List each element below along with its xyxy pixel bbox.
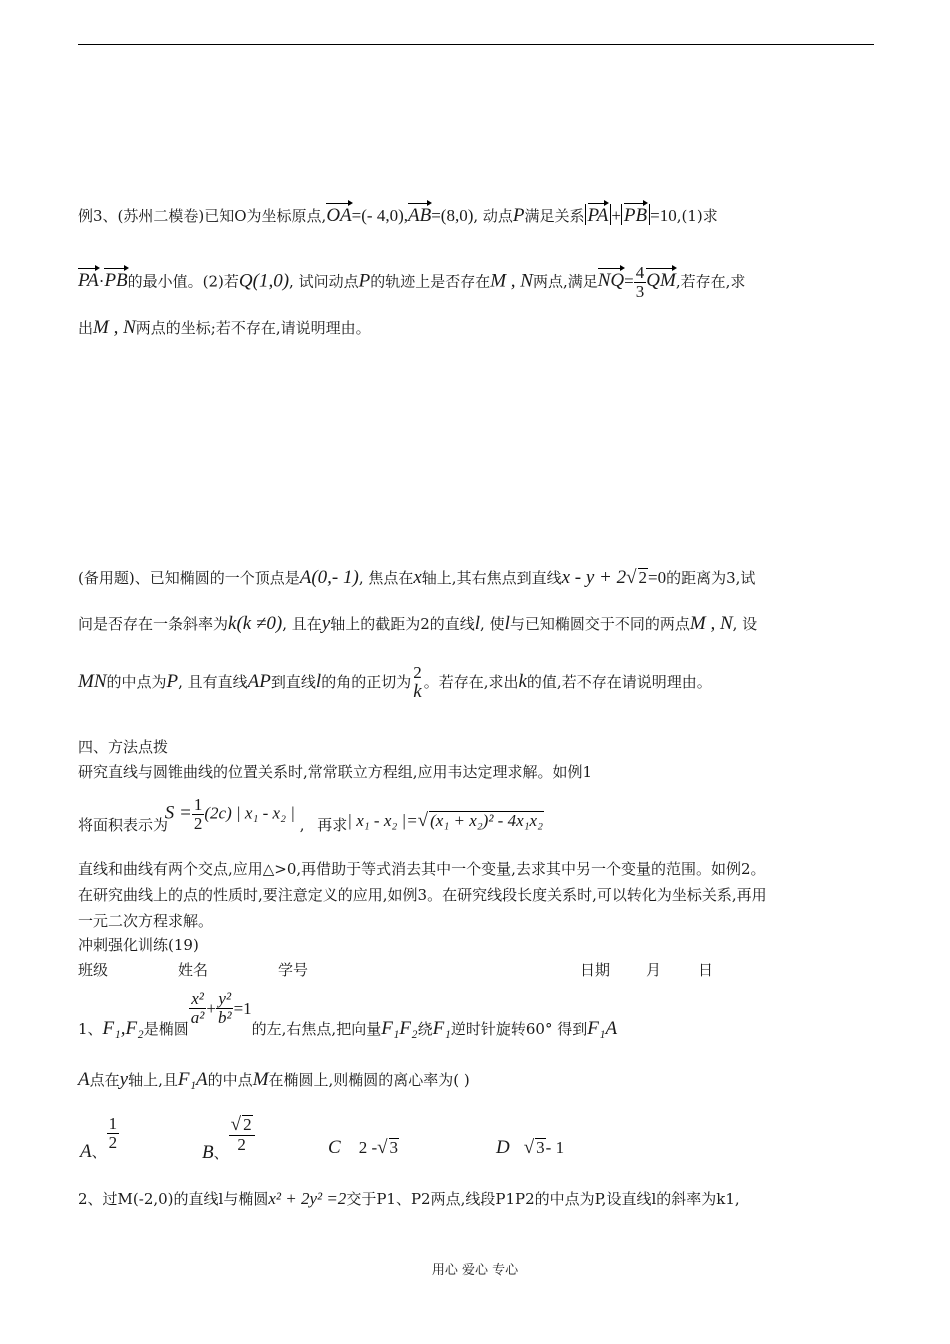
option-letter: C [328, 1137, 341, 1158]
math: 2 - [358, 1138, 378, 1157]
math: =1 [233, 998, 252, 1018]
drill-title: 冲刺强化训练(19) [78, 936, 199, 954]
vector-oa: OA [326, 205, 352, 226]
text: 问是否存在一条斜率为 [78, 615, 229, 633]
fraction-4-3 [634, 264, 647, 301]
text: 两点的坐标;若不存在,请说明理由。 [135, 319, 371, 337]
text: 例3、(苏州二模卷)已知O为坐标原点, [78, 207, 327, 225]
math-var: y [321, 613, 331, 634]
option-d: D √ 3- 1 [496, 1137, 565, 1158]
text: 的轨迹上是否存在 [370, 272, 491, 291]
text: 的中点为 [106, 672, 167, 691]
numerator: x² [191, 989, 204, 1008]
text: 、 [91, 1143, 107, 1162]
math: =10 [650, 206, 677, 225]
text: , 设 [732, 615, 758, 633]
text: (备用题)、已知椭圆的一个顶点是 [78, 569, 300, 587]
math: =(8,0) [431, 206, 474, 225]
vector-pb-abs: PB [623, 205, 648, 226]
text: , 试问动点 [289, 272, 359, 291]
text: 到直线 [270, 672, 316, 691]
question-1-line-2 [78, 1070, 470, 1089]
math: F₁ [432, 1018, 451, 1040]
math: =0 [648, 568, 667, 587]
text: 。若存在,求出 [423, 672, 519, 691]
question-1-line-1 [78, 990, 617, 1038]
math-var: x [413, 567, 422, 588]
text: 的角的正切为 [321, 672, 412, 691]
numerator: 4 [635, 263, 645, 282]
header-rule [78, 44, 874, 45]
example-3-line-1 [78, 204, 718, 225]
math-var: P [166, 670, 179, 692]
radicand: (x₁ + x₂)² - 4x₁x₂ [430, 811, 543, 830]
denominator: 3 [635, 281, 645, 301]
math-var: l [504, 613, 510, 634]
denominator: k [413, 680, 422, 702]
math: A(0,- 1) [299, 567, 359, 588]
method-heading: 四、方法点拨 [78, 738, 169, 756]
text: 两点,满足 [532, 272, 598, 291]
vector-pa: PA [78, 270, 99, 292]
text: 满足关系 [524, 207, 585, 225]
text: 2、过M(-2,0)的直线l与椭圆 [78, 1190, 269, 1208]
math: F₁,F₂ [102, 1018, 144, 1040]
radicand: 2 [638, 568, 648, 587]
fraction-1-2 [107, 1115, 120, 1152]
text: 轴上,且 [128, 1071, 178, 1089]
denominator: 2 [108, 1132, 118, 1152]
text: 轴上的截距为2的直线 [330, 615, 475, 633]
math-var: P [358, 270, 371, 292]
drill-class-label: 班级 [78, 961, 109, 979]
numerator: y² [218, 989, 232, 1008]
denominator: b² [217, 1007, 232, 1027]
math: + [611, 206, 621, 225]
math-var: P [512, 205, 525, 226]
option-a [80, 1115, 119, 1161]
backup-line-2 [78, 614, 757, 633]
math: M , N [689, 613, 733, 634]
math-var: A [78, 1069, 90, 1090]
method-area-line: 将面积表示为 S = $\frac{1}{2}$ (2c) | x₁ - x₂ | , 再求| x₁ - x₂ |=√ (x₁ + x₂)² - 4x₁x₂ [78, 795, 543, 834]
math-var: y [119, 1069, 129, 1090]
question-2-line-1 [78, 1190, 740, 1207]
math: x - y + 2 [561, 567, 627, 588]
math: (2c) | x₁ - x₂ | [204, 803, 295, 823]
math-var: k [518, 670, 527, 692]
fraction-2-k [411, 664, 424, 702]
text: 再求 [317, 816, 348, 834]
text: ,(1)求 [676, 207, 718, 225]
drill-id-label: 学号 [278, 961, 309, 979]
question-number: 1、 [78, 1020, 103, 1039]
text: 的中点 [207, 1071, 253, 1089]
radicand: 3 [536, 1138, 545, 1157]
math: S = [164, 802, 192, 824]
method-paragraph-1: 研究直线与圆锥曲线的位置关系时,常常联立方程组,应用韦达定理求解。如例1 [78, 763, 593, 781]
fraction-1-2 [192, 796, 205, 833]
page-footer: 用心 爱心 专心 [431, 1263, 519, 1278]
numerator: 1 [108, 1114, 118, 1133]
math: + [206, 998, 216, 1018]
text: 的最小值。(2)若 [127, 272, 239, 291]
vector-pa-abs: PA [587, 205, 609, 226]
text: 轴上,其右焦点到直线 [421, 569, 562, 587]
text: 出 [78, 319, 94, 337]
math: AP [247, 670, 271, 692]
text: 与已知椭圆交于不同的两点 [509, 615, 690, 633]
fraction-sqrt2-2: $\frac{√ 2}{2}$ [229, 1115, 255, 1154]
option-letter: B [202, 1142, 214, 1164]
denominator: a² [190, 1007, 205, 1027]
math: k(k ≠0) [228, 613, 283, 634]
math: · [98, 271, 105, 291]
numerator: 2 [413, 663, 422, 682]
math: - 1 [545, 1138, 565, 1157]
method-paragraph-3: 在研究曲线上的点的性质时,要注意定义的应用,如例3。在研究线段长度关系时,可以转化为坐标关系,再用 [78, 886, 767, 904]
text: 将面积表示为 [78, 816, 169, 834]
math-var: M [252, 1069, 269, 1090]
text: , 动点 [473, 207, 513, 225]
text: ,若存在,求 [675, 272, 746, 291]
text: 的左,右焦点,把向量 [251, 1020, 382, 1039]
vector-nq: NQ [597, 270, 625, 292]
math: F₁A [587, 1018, 618, 1040]
text: 交于P1、P2两点,线段P1P2的中点为P,设直线l的斜率为k1, [346, 1190, 740, 1208]
radicand: 3 [389, 1138, 399, 1157]
text: 点在 [89, 1071, 120, 1089]
option-letter: A [80, 1141, 92, 1163]
math: = [624, 271, 634, 291]
math: x² + 2y² =2 [268, 1189, 347, 1208]
math-var: l [474, 613, 481, 634]
radicand: 2 [243, 1115, 252, 1134]
numerator: 1 [193, 795, 203, 814]
option-b [202, 1115, 255, 1162]
text: , 且有直线 [178, 672, 248, 691]
math: M , N [490, 270, 533, 292]
method-paragraph-4: 一元二次方程求解。 [78, 912, 214, 930]
text: 在椭圆上,则椭圆的离心率为( ) [268, 1071, 470, 1089]
drill-day-label: 日 [698, 961, 714, 979]
math: Q(1,0) [238, 270, 290, 292]
math: | x₁ - x₂ |= [347, 811, 418, 830]
text: 的值,若不存在请说明理由。 [526, 672, 712, 691]
example-3-line-3 [78, 318, 371, 337]
drill-date-label: 日期 [580, 961, 611, 979]
denominator: 2 [237, 1134, 246, 1154]
example-3-line-2 [78, 264, 745, 301]
math: F₁F₂ [381, 1018, 418, 1040]
backup-line-1: (备用题)、已知椭圆的一个顶点是A(0,- 1), 焦点在x轴上,其右焦点到直线x - y + 2√ 2=0的距离为3,试 [78, 567, 756, 588]
backup-line-3 [78, 664, 712, 702]
text: , 使 [480, 615, 505, 633]
text: 、 [213, 1144, 229, 1163]
fraction-y2-b2 [216, 990, 234, 1027]
text: 绕 [417, 1020, 433, 1039]
text: 逆时针旋转60° 得到 [450, 1020, 588, 1039]
drill-name-label: 姓名 [178, 961, 209, 979]
math: F₁A [177, 1069, 208, 1090]
text: , [299, 816, 305, 834]
math-var: l [315, 670, 322, 692]
math: MN [78, 670, 107, 692]
denominator: 2 [193, 813, 203, 833]
option-c: C 2 -√ 3 [328, 1137, 399, 1158]
method-paragraph-2: 直线和曲线有两个交点,应用△>0,再借助于等式消去其中一个变量,去求其中另一个变量的范围。如例2。 [78, 860, 766, 878]
math: M , N [93, 317, 136, 338]
vector-qm: QM [646, 270, 676, 292]
text: 是椭圆 [143, 1020, 189, 1039]
text: , 焦点在 [358, 569, 414, 587]
vector-pb: PB [104, 270, 128, 292]
drill-month-label: 月 [646, 961, 662, 979]
fraction-x2-a2 [189, 990, 207, 1027]
math: =(- 4,0), [351, 206, 408, 225]
text: , 且在 [282, 615, 322, 633]
option-letter: D [496, 1137, 510, 1158]
text: 的距离为3,试 [666, 569, 756, 587]
vector-ab: AB [407, 205, 432, 226]
